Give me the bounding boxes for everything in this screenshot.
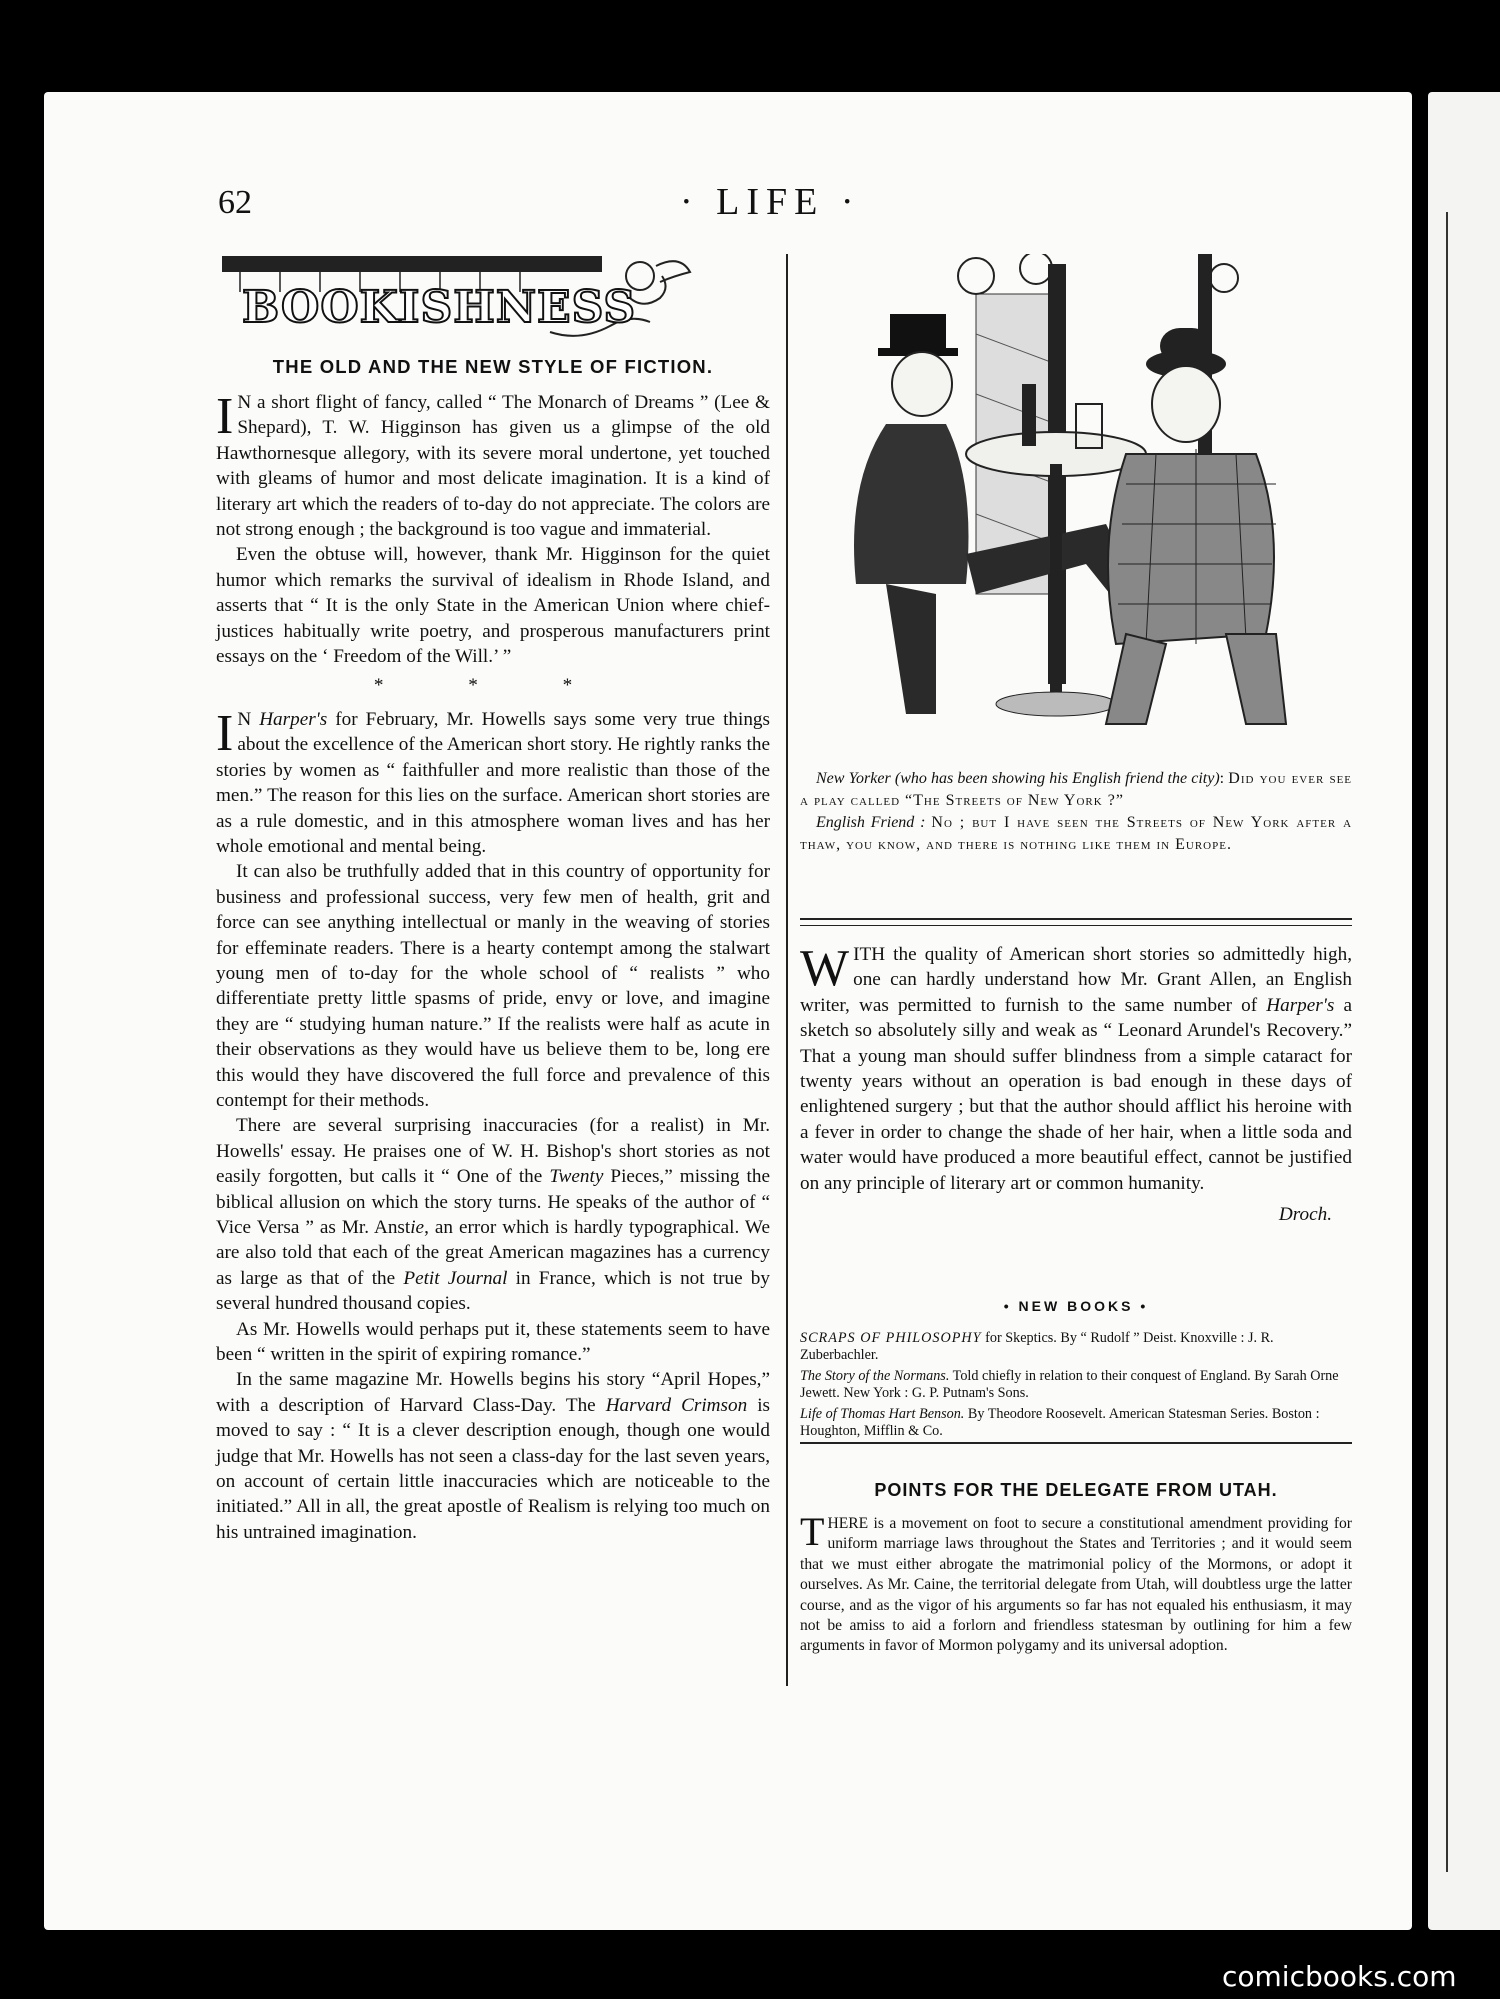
cartoon-caption — [800, 768, 1352, 856]
paragraph: I N a short flight of fancy, called “ The Monarch of Dreams ” (Lee & Shepard), T. W. Higginson has given us a glimpse of the old Hawthornesque allegory, with its severe moral undertone, yet touched with gleams of humor and most delicate imagination. It is a kind of literary art which the readers of to-day do not appreciate. The colors are not strong enough ; the background is too vague and immaterial. — [216, 388, 770, 541]
section-break: * * * — [373, 675, 613, 697]
right-column-article — [800, 942, 1352, 1227]
page-number: 62 — [218, 184, 252, 221]
article-headline: POINTS FOR THE DELEGATE FROM UTAH. — [874, 1480, 1278, 1500]
paragraph: As Mr. Howells would perhaps put it, these statements seem to have been “ written in the spirit of expiring romance.” — [216, 1318, 770, 1366]
utah-article: THERE is a movement on foot to secure a constitutional amendment providing for uniform marriage laws throughout the States and Territories ; and it would seem that we must either abrogate the matrimonial policy of the Mormons, or adopt it ourselves. As Mr. Caine, the territorial delegate from Utah, will doubtless urge the latter course, and as the vigor of his arguments so far has not equaled his enthusiasm, it may not be amiss to aid a forlorn and friendless statesman by outlining for him a few arguments in favor of Mormon polygamy and its universal adoption. — [800, 1509, 1352, 1655]
paragraph: Even the obtuse will, however, thank Mr. Higginson for the quiet humor which remarks the survival of idealism in Rhode Island, and asserts that “ It is the only State in the American Union where chief-justices habitually write poetry, and prosperous manufacturers print essays on the ‘ Freedom of the Will.’ ” — [216, 544, 770, 668]
paragraph: There are several surprising inaccuracies (for a realist) in Mr. Howells' essay. He praises one of W. H. Bishop's short stories as not easily forgotten, but calls it “ One of the Twenty Pieces,” missing the biblical allusion on which the story turns. He speaks of the author of “ Vice Versa ” as Mr. Anstie, an error which is hardly typographical. We are also told that each of the great American magazines has a currency as large as that of the Petit Journal in France, which is not true by several hundred thousand copies. — [216, 1115, 770, 1315]
section-rule — [800, 918, 1352, 926]
book-entry: Life of Thomas Hart Benson. By Theodore Roosevelt. American Statesman Series. Boston : Houghton, Mifflin & Co. — [800, 1406, 1320, 1439]
adjacent-page-edge — [1428, 92, 1500, 1930]
banner-title: BOOKISHNESS — [242, 282, 637, 333]
paragraph: I N Harper's for February, Mr. Howells says some very true things about the excellence of the American short story. He rightly ranks the stories by women as “ faithfuller and more realistic than those of the men.” The reason for this lies on the surface. American short stories are as a rule domestic, and in this atmosphere woman lives and has her whole emotional and mental being. — [216, 704, 770, 857]
new-books-heading: • NEW BOOKS • — [1003, 1298, 1149, 1314]
paragraph: In the same magazine Mr. Howells begins his story “April Hopes,” with a description of Harvard Class-Day. The Harvard Crimson is moved to say : “ It is a clever description enough, though one would judge that Mr. Howells has not seen a class-day for the last seven years, on account of certain little inaccuracies which are noticeable to the initiated.” All in all, the great apostle of Realism is relying too much on his untrained imagination. — [216, 1369, 770, 1543]
article-headline: THE OLD AND THE NEW STYLE OF FICTION. — [272, 356, 714, 377]
new-books-list — [800, 1330, 1352, 1444]
book-entry: The Story of the Normans. Told chiefly in relation to their conquest of England. By Sarah Orne Jewett. New York : G. P. Putnam's Sons. — [800, 1368, 1339, 1401]
bookishness-banner — [220, 252, 700, 348]
site-watermark: comicbooks.com — [1222, 1960, 1457, 1993]
column-divider — [786, 254, 788, 1686]
left-column — [216, 390, 770, 1545]
author-signature: Droch. — [1278, 1204, 1332, 1226]
paragraph: WITH the quality of American short stories so admittedly high, one can hardly understand how Mr. Grant Allen, an English writer, was permitted to furnish to the same number of Harper's a sketch so absolutely silly and weak as “ Leonard Arundel's Recovery.” That a young man should suffer blindness from a simple cataract for twenty years without an operation is bad enough in these days of enlightened surgery ; but that the author should afflict his heroine with a fever in order to change the shade of her hair, when a little soda and water would have produced a more beautiful effect, cannot be justified on any principle of literary art or common humanity. — [800, 940, 1352, 1194]
masthead-life: · LIFE · — [680, 181, 861, 223]
caption-line: English Friend : No ; but I have seen the Streets of New York after a thaw, you know, and there is nothing like them in Europe. — [800, 814, 1353, 853]
paragraph: It can also be truthfully added that in this country of opportunity for business and professional success, very few men of health, grit and force can see anything intellectual or manly in the weaving of stories for effeminate readers. There is a hearty contempt among the stalwart young men of to-day for the whole school of “ realists ” who differentiate pretty little spasms of pride, envy or love, and imagine they are “ studying human nature.” If the realists were half as acute in their observations as they would have us believe them to be, long ere this would they have discovered the full force and prevalence of this contempt for their methods. — [216, 861, 770, 1111]
book-entry: SCRAPS OF PHILOSOPHY for Skeptics. By “ Rudolf ” Deist. Knoxville : J. R. Zuberbachler. — [800, 1330, 1274, 1363]
caption-line: New Yorker (who has been showing his English friend the city): Did you ever see a play called “The Streets of New York ?” — [800, 770, 1353, 809]
section-rule — [800, 1442, 1352, 1444]
cartoon-illustration — [826, 254, 1326, 762]
